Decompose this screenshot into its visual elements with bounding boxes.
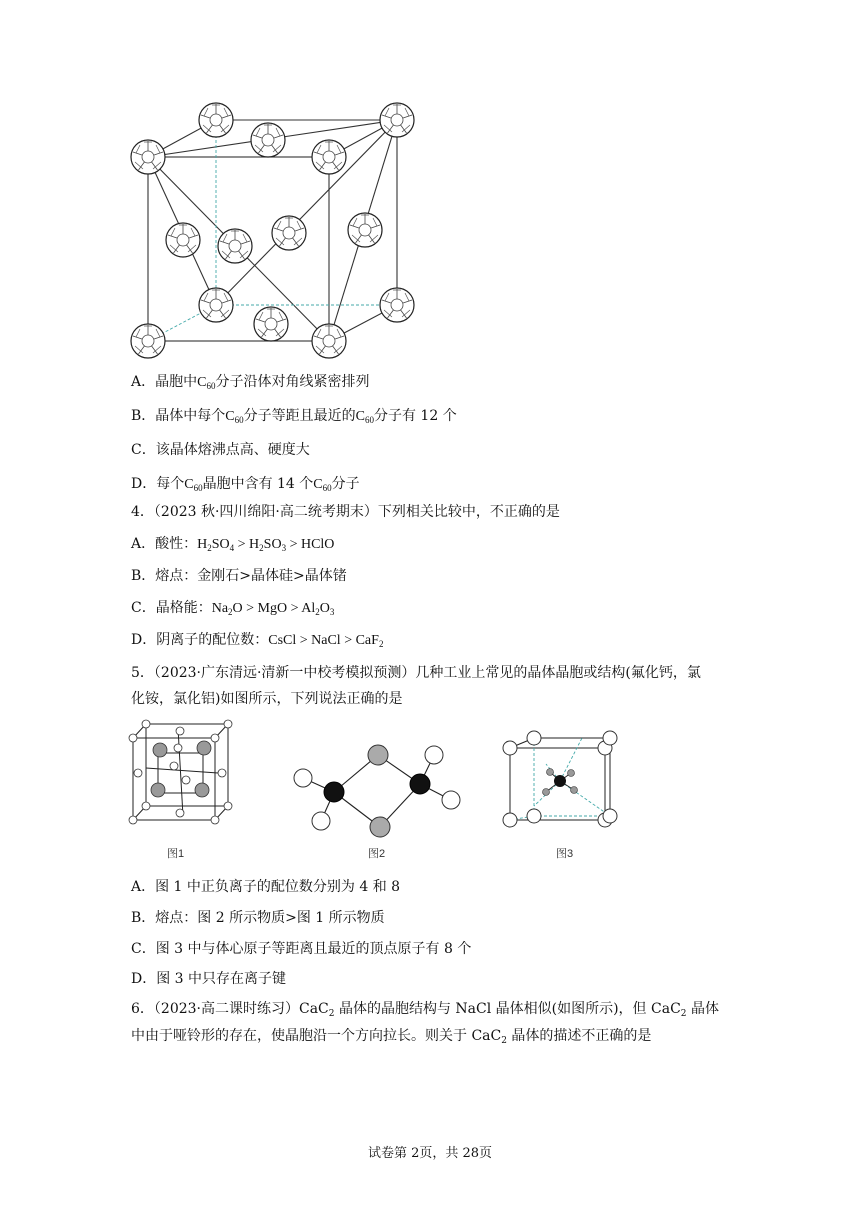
- q4-option-d: D．阴离子的配位数：CsCl > NaCl > CaF$_2$: [131, 632, 384, 649]
- q5-stem-line1: 5．（2023·广东清远·清新一中校考模拟预测）几种工业上常见的晶体晶胞或结构(氟化钙，氯: [131, 665, 701, 681]
- q4-option-b: B．熔点：金刚石>晶体硅>晶体锗: [131, 568, 347, 584]
- q4-option-c: C．晶格能：$Na_2O$ > MgO > $Al_2O_3$: [131, 600, 335, 617]
- q5-option-c: C．图 3 中与体心原子等距离且最近的顶点原子有 8 个: [131, 941, 472, 957]
- q5-option-b: B．熔点：图 2 所示物质>图 1 所示物质: [131, 910, 385, 926]
- q4-option-a: A．酸性：$H_2SO_4 > H_2SO_3$ > HClO: [131, 536, 335, 553]
- figure-1-caf2-cell: [128, 718, 248, 828]
- q3-option-b: B．晶体中每个$C_{60}$分子等距且最近的$C_{60}$分子有 12 个: [131, 408, 457, 425]
- q5-stem-line2: 化铵，氯化铝)如图所示，下列说法正确的是: [131, 691, 403, 707]
- q5-option-a: A．图 1 中正负离子的配位数分别为 4 和 8: [131, 879, 401, 895]
- q6-stem-line1: 6．（2023·高二课时练习）CaC$_2$ 晶体的晶胞结构与 NaCl 晶体相似(如图所示)，但 CaC$_2$ 晶体: [131, 1001, 719, 1019]
- figure-3-nh4cl-cell: [498, 726, 638, 846]
- q3-option-d: D．每个$C_{60}$晶胞中含有 14 个$C_{60}$分子: [131, 476, 360, 493]
- q3-option-c: C．该晶体熔沸点高、硬度大: [131, 442, 310, 458]
- figure-1-caption: 图1: [167, 848, 185, 860]
- figure-3-caption: 图3: [556, 848, 574, 860]
- figure-2-caption: 图2: [368, 848, 386, 860]
- c60-unit-cell-figure: [125, 100, 425, 370]
- q4-stem: 4．（2023 秋·四川绵阳·高二统考期末）下列相关比较中，不正确的是: [131, 504, 560, 520]
- page-footer: 试卷第 2页，共 28页: [367, 1146, 493, 1161]
- q6-stem-line2: 中由于哑铃形的存在，使晶胞沿一个方向拉长。则关于 CaC$_2$ 晶体的描述不正确的是: [131, 1028, 652, 1046]
- q5-option-d: D．图 3 中只存在离子键: [131, 971, 287, 987]
- q3-option-a: A．晶胞中$C_{60}$分子沿体对角线紧密排列: [131, 374, 370, 391]
- figure-2-al2cl6-structure: [288, 740, 478, 840]
